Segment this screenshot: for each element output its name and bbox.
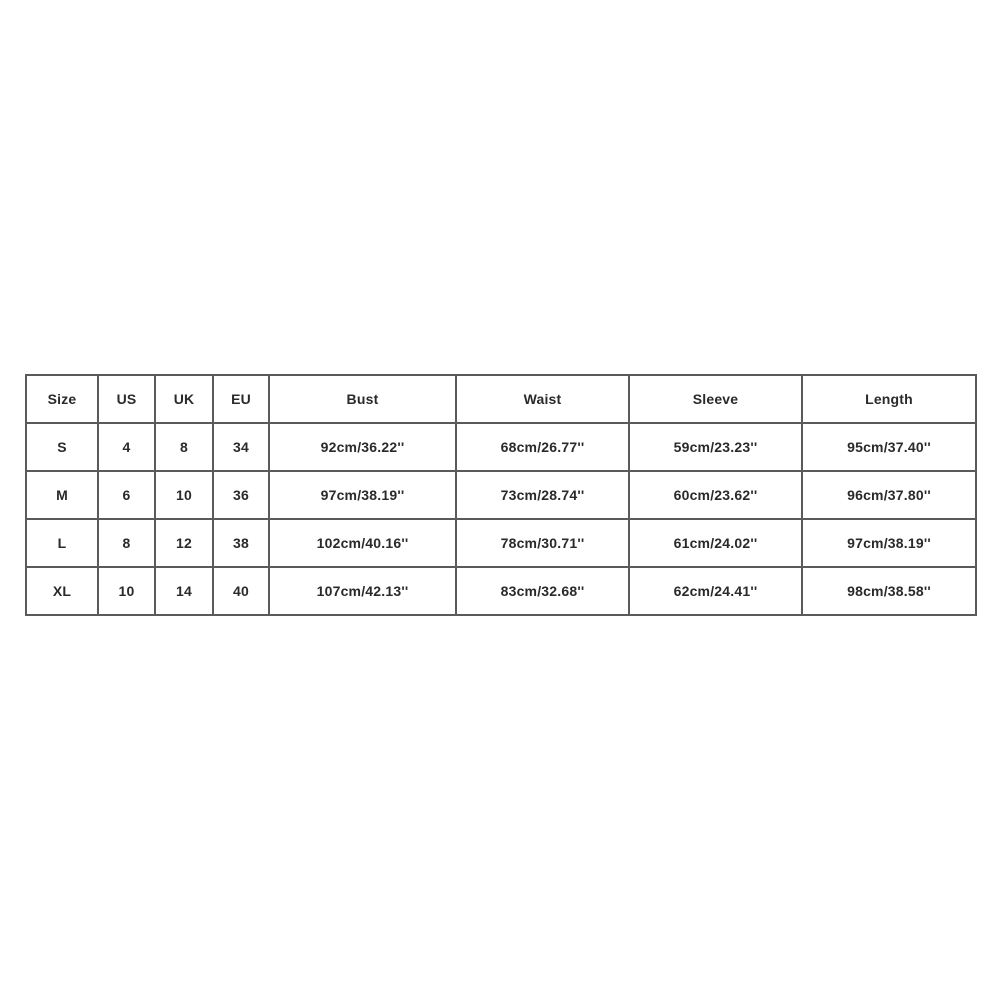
cell-length: 96cm/37.80''	[802, 471, 976, 519]
cell-size: L	[26, 519, 98, 567]
header-length: Length	[802, 375, 976, 423]
cell-sleeve: 60cm/23.62''	[629, 471, 802, 519]
cell-length: 95cm/37.40''	[802, 423, 976, 471]
header-size: Size	[26, 375, 98, 423]
cell-bust: 92cm/36.22''	[269, 423, 456, 471]
header-eu: EU	[213, 375, 269, 423]
cell-eu: 38	[213, 519, 269, 567]
cell-size: M	[26, 471, 98, 519]
cell-us: 4	[98, 423, 155, 471]
cell-us: 8	[98, 519, 155, 567]
cell-us: 10	[98, 567, 155, 615]
cell-sleeve: 61cm/24.02''	[629, 519, 802, 567]
cell-uk: 14	[155, 567, 213, 615]
cell-sleeve: 62cm/24.41''	[629, 567, 802, 615]
cell-sleeve: 59cm/23.23''	[629, 423, 802, 471]
table-row	[26, 519, 976, 567]
cell-size: XL	[26, 567, 98, 615]
cell-waist: 68cm/26.77''	[456, 423, 629, 471]
cell-eu: 34	[213, 423, 269, 471]
table-row	[26, 567, 976, 615]
cell-length: 98cm/38.58''	[802, 567, 976, 615]
cell-waist: 83cm/32.68''	[456, 567, 629, 615]
header-us: US	[98, 375, 155, 423]
table-row	[26, 471, 976, 519]
cell-waist: 73cm/28.74''	[456, 471, 629, 519]
cell-uk: 10	[155, 471, 213, 519]
cell-bust: 107cm/42.13''	[269, 567, 456, 615]
cell-eu: 40	[213, 567, 269, 615]
cell-bust: 97cm/38.19''	[269, 471, 456, 519]
header-waist: Waist	[456, 375, 629, 423]
cell-uk: 12	[155, 519, 213, 567]
cell-us: 6	[98, 471, 155, 519]
table-row	[26, 423, 976, 471]
cell-uk: 8	[155, 423, 213, 471]
header-sleeve: Sleeve	[629, 375, 802, 423]
cell-size: S	[26, 423, 98, 471]
header-row	[26, 375, 976, 423]
cell-eu: 36	[213, 471, 269, 519]
cell-bust: 102cm/40.16''	[269, 519, 456, 567]
size-chart-table	[25, 374, 977, 616]
cell-length: 97cm/38.19''	[802, 519, 976, 567]
header-bust: Bust	[269, 375, 456, 423]
header-uk: UK	[155, 375, 213, 423]
cell-waist: 78cm/30.71''	[456, 519, 629, 567]
